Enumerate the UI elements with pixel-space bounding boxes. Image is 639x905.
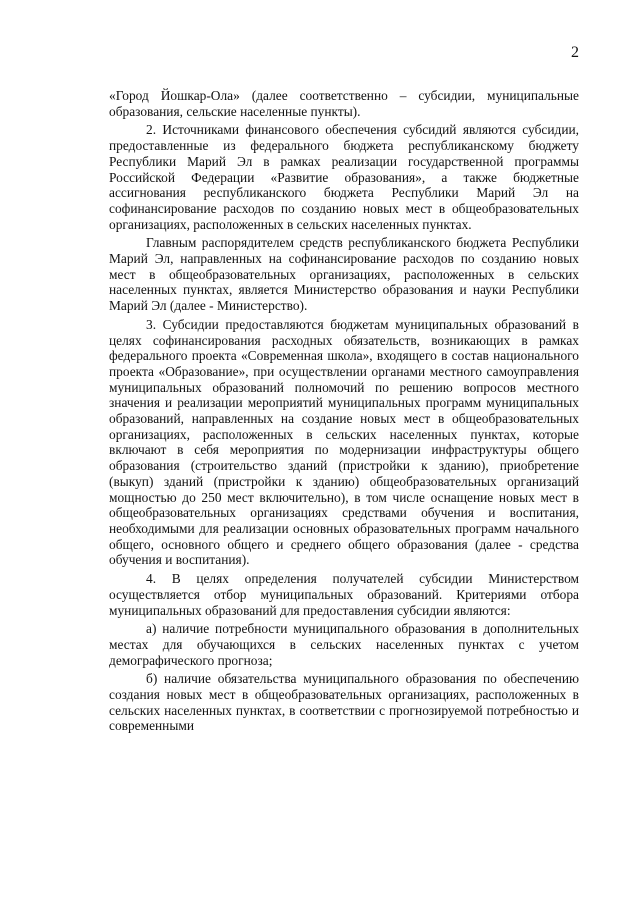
paragraph: 2. Источниками финансового обеспечения субсидий являются субсидии, предоставленные из федерального бюджета республиканскому бюджету Республики Марий Эл в рамках реализации государственной программы Российской Федерации «Развитие образования», а также бюджетные ассигнования республиканского бюджета Республики Марий Эл на софинансирование расходов по созданию новых мест в общеобразовательных организациях, расположенных в сельских населенных пунктах.: [109, 122, 579, 232]
paragraph: «Город Йошкар-Ола» (далее соответственно – субсидии, муниципальные образования, сельские населенные пункты).: [109, 88, 579, 119]
paragraph: 3. Субсидии предоставляются бюджетам муниципальных образований в целях софинансирования расходных обязательств, возникающих в рамках федерального проекта «Современная школа», входящего в состав национального проекта «Образование», при осуществлении органами местного самоуправления муниципальных образований полномочий по решению вопросов местного значения и реализации мероприятий муниципальных программ муниципальных образований, направленных на создание новых мест в общеобразовательных организациях, расположенных в сельских населенных пунктах, которые включают в себя мероприятия по модернизации инфраструктуры общего образования (строительство зданий (пристройки к зданию), приобретение (выкуп) зданий (пристройки к зданию) общеобразовательных организаций мощностью до 250 мест включительно), в том числе оснащение новых мест в общеобразовательных организациях средствами обучения и воспитания, необходимыми для реализации основных образовательных программ начального общего, основного общего и среднего общего образования (далее - средства обучения и воспитания).: [109, 316, 579, 568]
paragraph: б) наличие обязательства муниципального образования по обеспечению создания новых мест в общеобразовательных организациях, расположенных в сельских населенных пунктах, в соответствии с прогнозируемой потребностью и современными: [109, 671, 579, 734]
document-body: [109, 88, 579, 737]
paragraph: Главным распорядителем средств республиканского бюджета Республики Марий Эл, направленных на софинансирование расходов по созданию новых мест в общеобразовательных организациях, расположенных в сельских населенных пунктах, является Министерство образования и науки Республики Марий Эл (далее - Министерство).: [109, 235, 579, 314]
page-number: 2: [571, 44, 579, 61]
paragraph: 4. В целях определения получателей субсидии Министерством осуществляется отбор муниципальных образований. Критериями отбора муниципальных образований для предоставления субсидии являются:: [109, 571, 579, 618]
paragraph: а) наличие потребности муниципального образования в дополнительных местах для обучающихся в сельских населенных пунктах с учетом демографического прогноза;: [109, 621, 579, 668]
